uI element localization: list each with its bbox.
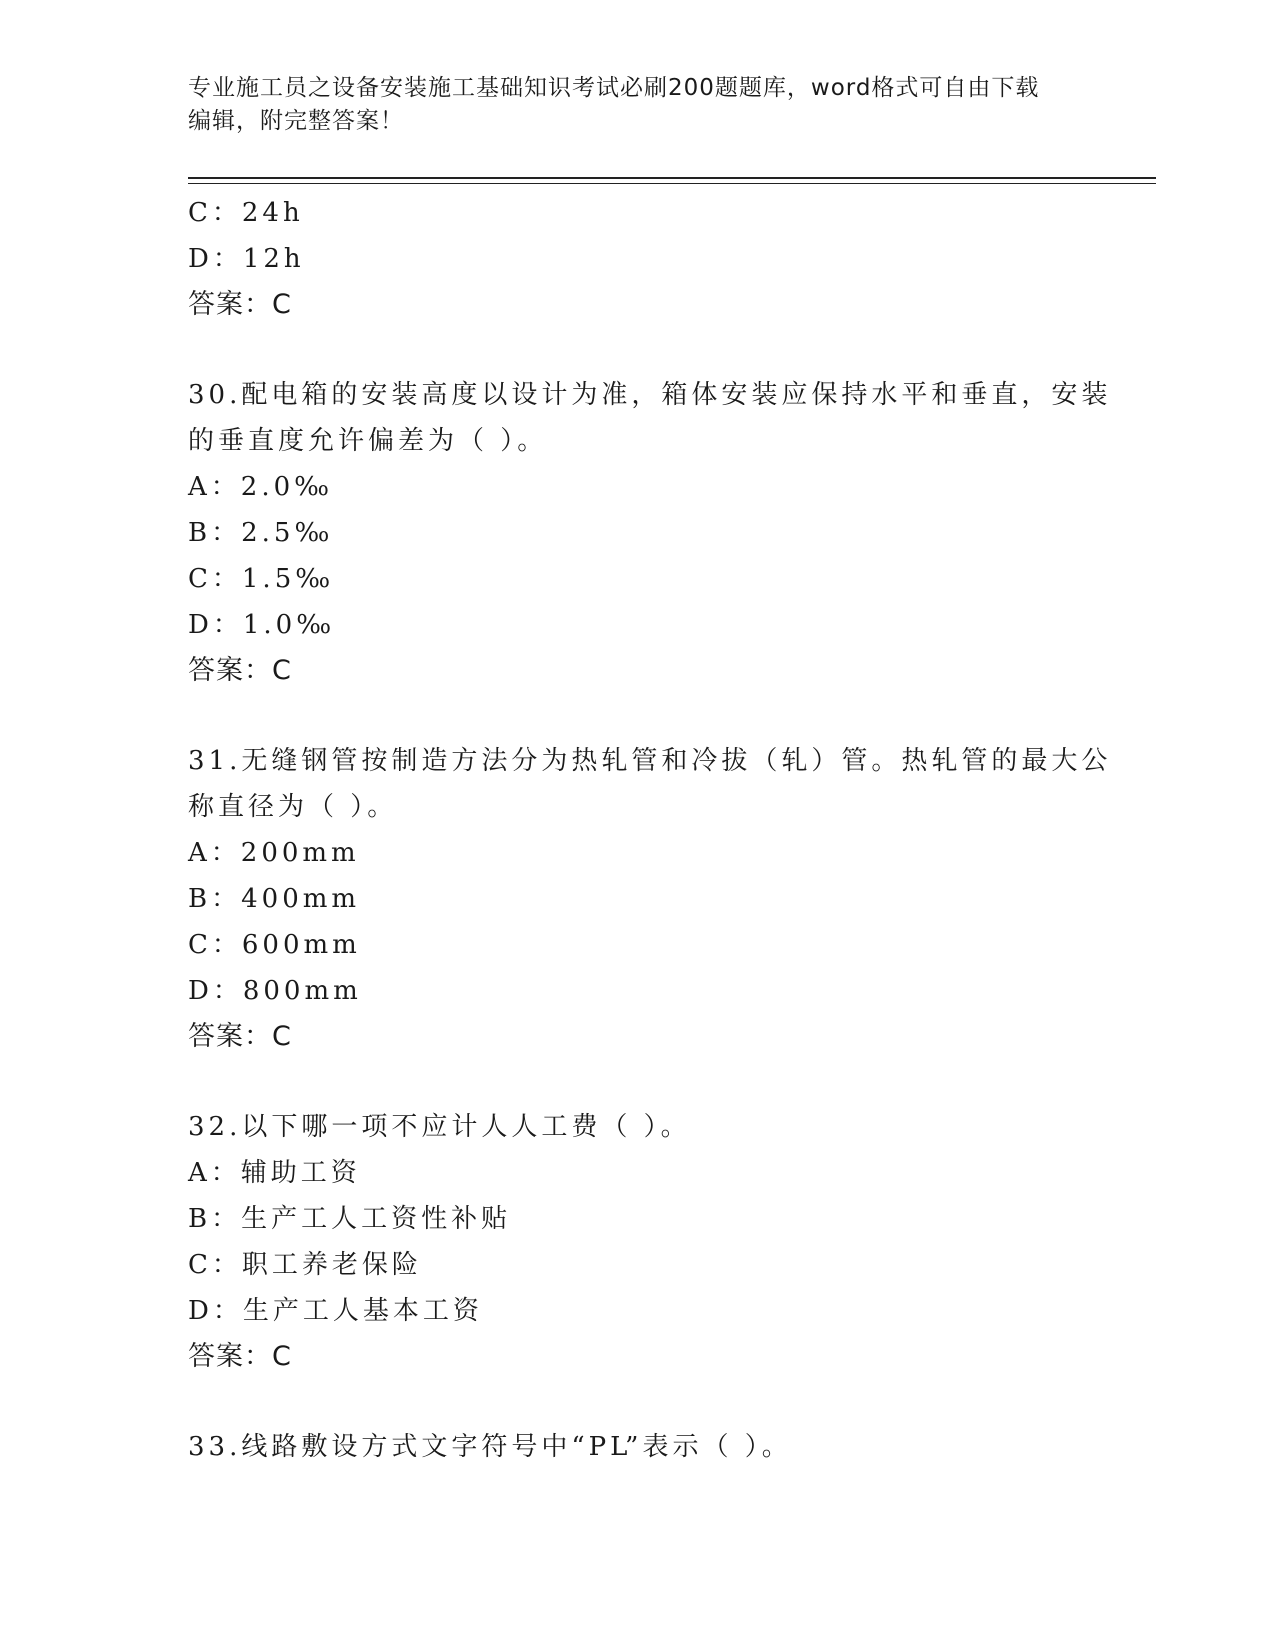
option-d: D：生产工人基本工资 (188, 1296, 483, 1326)
option-a: A：200mm (188, 838, 360, 868)
question-33 (188, 1424, 1088, 1470)
question-text-line-2: 的垂直度允许偏差为（ ）。 (188, 426, 548, 456)
option-b: B：400mm (188, 884, 361, 914)
option-b: B：生产工人工资性补贴 (188, 1204, 512, 1234)
option-b: B：2.5‰ (188, 518, 334, 548)
option-a: A：辅助工资 (188, 1158, 361, 1188)
question-text-line-1: 33.线路敷设方式文字符号中“PL”表示（ ）。 (188, 1432, 792, 1462)
document-header (188, 72, 1068, 138)
header-title-line-2: 编辑，附完整答案！ (188, 108, 404, 134)
question-29-tail (188, 190, 1088, 328)
question-32 (188, 1104, 1088, 1380)
option-c: C：职工养老保险 (188, 1250, 422, 1280)
header-divider-thick (188, 177, 1156, 179)
option-d: D：800mm (188, 976, 362, 1006)
header-title-line-1: 专业施工员之设备安装施工基础知识考试必刷200题题库，word格式可自由下载 (188, 75, 1040, 101)
question-31 (188, 738, 1112, 1060)
option-a: A：2.0‰ (188, 472, 334, 502)
answer-label: 答案：C (188, 1341, 292, 1372)
header-divider-thin (188, 183, 1156, 184)
question-text-line-1: 31.无缝钢管按制造方法分为热轧管和冷拔（轧）管。热轧管的最大公 (188, 746, 1112, 776)
question-list (188, 190, 1112, 1470)
option-c: C：1.5‰ (188, 564, 335, 594)
option-c: C：600mm (188, 930, 361, 960)
option-d: D：1.0‰ (188, 610, 336, 640)
question-30 (188, 372, 1112, 694)
answer-label: 答案：C (188, 1021, 292, 1052)
answer-label: 答案：C (188, 655, 292, 686)
question-text-line-2: 称直径为（ ）。 (188, 792, 398, 822)
question-text-line-1: 32.以下哪一项不应计人人工费（ ）。 (188, 1112, 691, 1142)
question-text-line-1: 30.配电箱的安装高度以设计为准，箱体安装应保持水平和垂直，安装 (188, 380, 1112, 410)
option-d: D：12h (188, 244, 305, 274)
option-c: C：24h (188, 198, 304, 228)
answer-label: 答案：C (188, 289, 292, 320)
